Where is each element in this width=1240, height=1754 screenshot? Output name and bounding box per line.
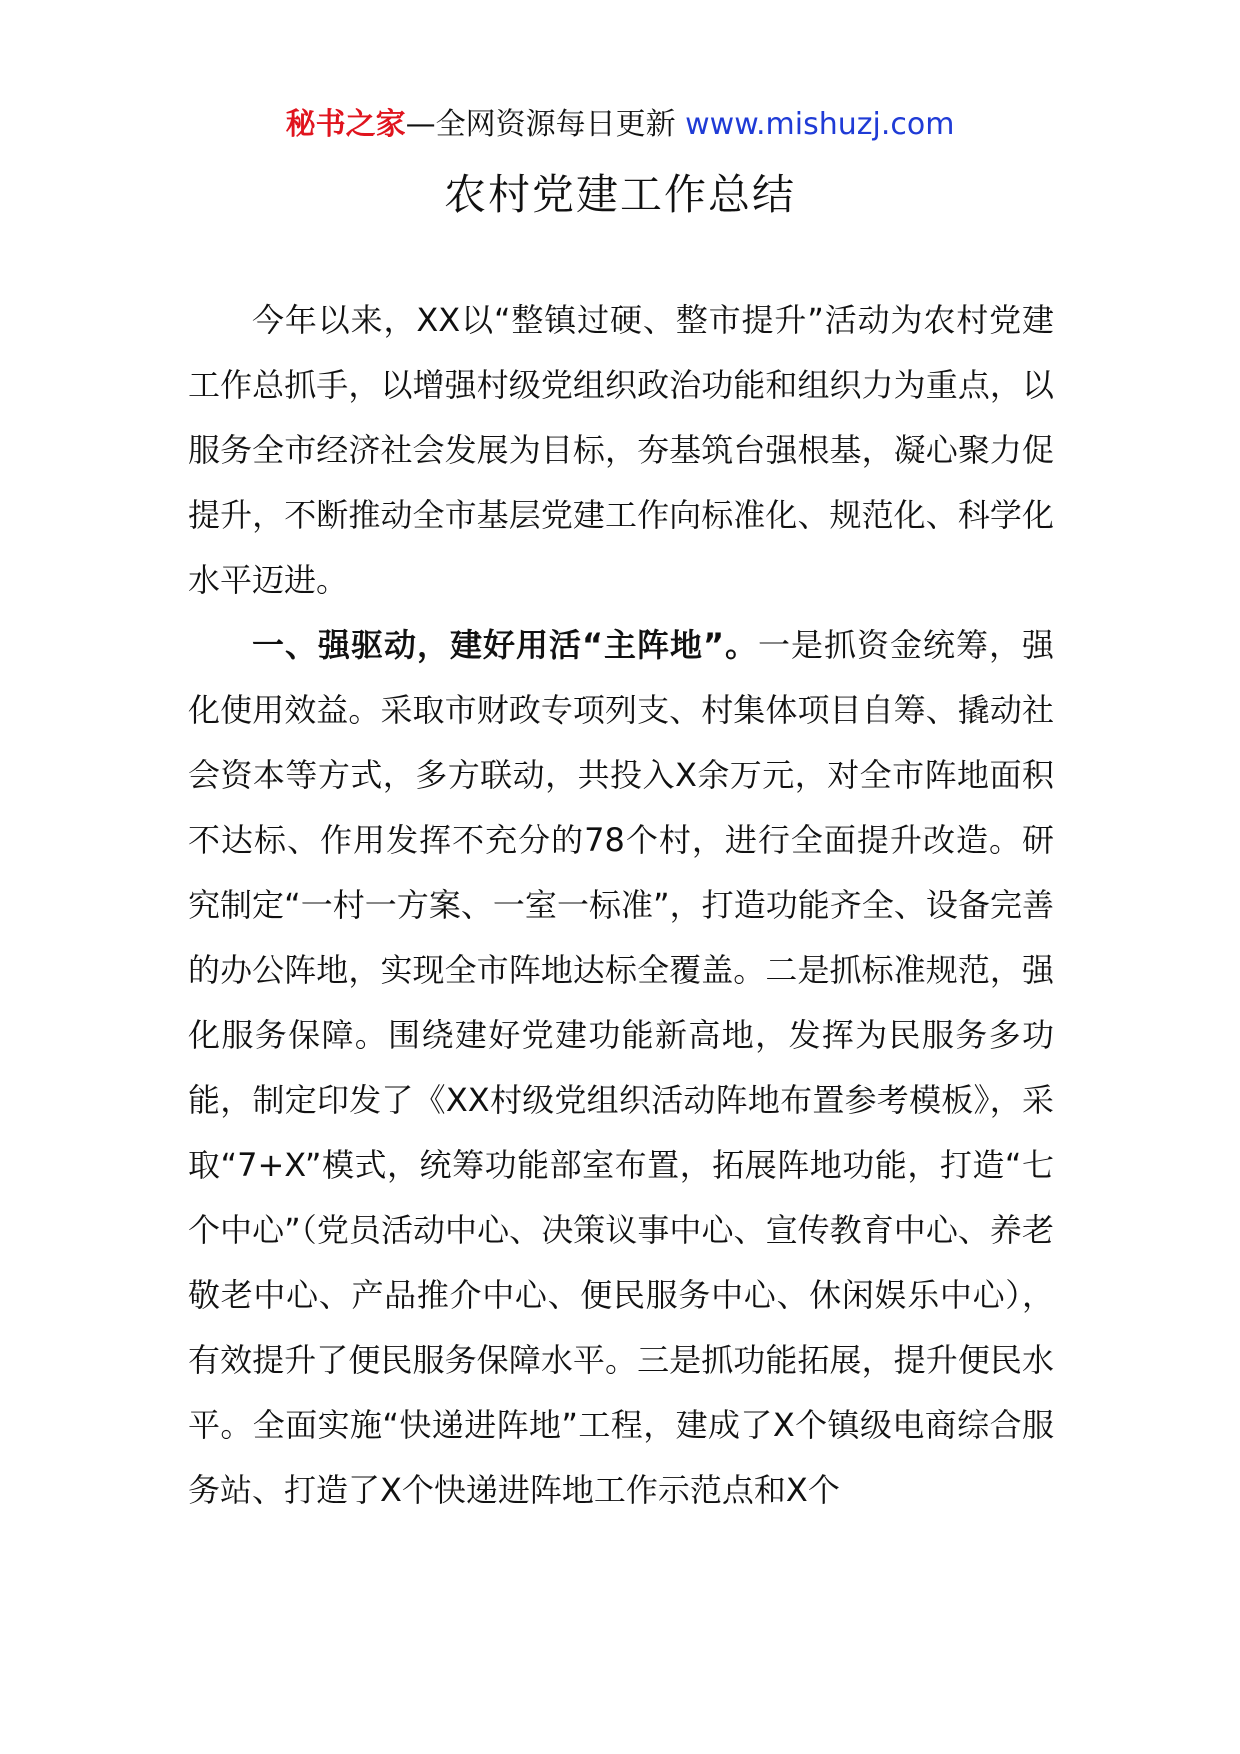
document-body: [188, 288, 1054, 1523]
section-heading: 一、强驱动，建好用活“主阵地”。: [252, 626, 759, 664]
banner-slogan: —全网资源每日更新: [405, 107, 676, 142]
paragraph-text: 今年以来，XX以“整镇过硬、整市提升”活动为农村党建工作总抓手，以增强村级党组织政治功能和组织力为重点，以服务全市经济社会发展为目标，夯基筑台强根基，凝心聚力促提升，不断推动全市基层党建工作向标准化、规范化、科学化水平迈进。: [188, 301, 1054, 599]
paragraph-text: 一是抓资金统筹，强化使用效益。采取市财政专项列支、村集体项目自筹、撬动社会资本等方式，多方联动，共投入X余万元，对全市阵地面积不达标、作用发挥不充分的78个村，进行全面提升改造。研究制定“一村一方案、一室一标准”，打造功能齐全、设备完善的办公阵地，实现全市阵地达标全覆盖。二是抓标准规范，强化服务保障。围绕建好党建功能新高地，发挥为民服务多功能，制定印发了《XX村级党组织活动阵地布置参考模板》，采取“7+X”模式，统筹功能部室布置，拓展阵地功能，打造“七个中心”（党员活动中心、决策议事中心、宣传教育中心、养老敬老中心、产品推介中心、便民服务中心、休闲娱乐中心），有效提升了便民服务保障水平。三是抓功能拓展，提升便民水平。全面实施“快递进阵地”工程，建成了X个镇级电商综合服务站、打造了X个快递进阵地工作示范点和X个: [188, 626, 1054, 1509]
intro-paragraph: [188, 288, 1054, 613]
document-title: 农村党建工作总结: [443, 170, 796, 219]
website-link[interactable]: www.mishuzj.com: [685, 107, 955, 142]
brand-name: 秘书之家: [285, 107, 406, 142]
section-paragraph: [188, 613, 1054, 1523]
site-banner: [0, 100, 1240, 150]
